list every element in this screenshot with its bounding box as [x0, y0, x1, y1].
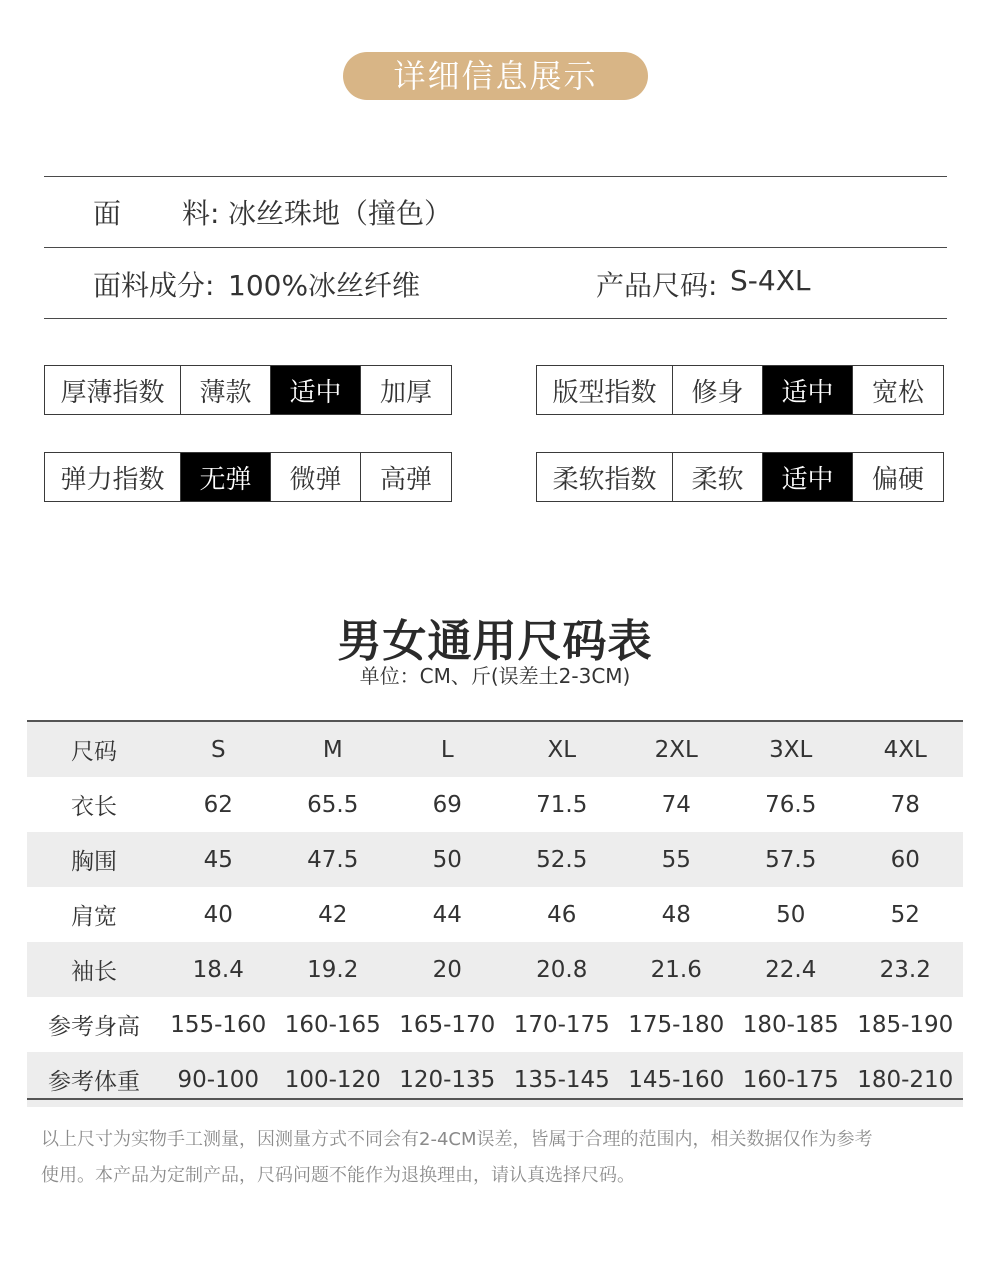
index-option: 修身 — [673, 366, 763, 414]
table-cell: 76.5 — [765, 791, 817, 818]
index-label: 弹力指数 — [45, 453, 181, 501]
table-cell: 55 — [661, 846, 691, 873]
table-cell: 18.4 — [192, 956, 244, 983]
table-cell: 42 — [318, 901, 348, 928]
table-cell: 135-145 — [513, 1066, 610, 1093]
table-cell: 45 — [203, 846, 233, 873]
index-option: 高弹 — [379, 464, 432, 495]
table-cell: 40 — [203, 901, 233, 928]
table-row — [27, 887, 963, 942]
table-cell: 52 — [890, 901, 920, 928]
table-cell: 60 — [890, 846, 920, 873]
table-cell: 145-160 — [628, 1066, 725, 1093]
index-option: 宽松 — [871, 377, 924, 408]
table-cell: 65.5 — [307, 791, 359, 818]
table-row-label: 参考身高 — [48, 1014, 140, 1040]
table-cell: 160-165 — [284, 1011, 381, 1038]
table-cell: 19.2 — [307, 956, 359, 983]
index-label: 厚薄指数 — [45, 366, 181, 414]
index-option-selected: 适中 — [763, 453, 853, 501]
table-row-label: 参考体重 — [48, 1069, 140, 1095]
divider-middle — [44, 247, 947, 248]
table-row-label: 肩宽 — [71, 904, 117, 930]
composition-label: 面料成分: — [93, 269, 215, 302]
table-header-cell: XL — [547, 736, 577, 763]
table-header-row — [27, 722, 963, 777]
table-row-label: 胸围 — [71, 849, 117, 875]
table-row — [27, 942, 963, 997]
index-elasticity — [44, 452, 452, 502]
divider-bottom — [44, 318, 947, 319]
table-cell: 62 — [203, 791, 233, 818]
table-cell: 175-180 — [628, 1011, 725, 1038]
table-header-cell: 3XL — [769, 736, 813, 763]
index-option-selected: 无弹 — [181, 453, 271, 501]
table-cell: 48 — [661, 901, 691, 928]
fabric-label-b: 料: — [182, 197, 220, 230]
table-cell: 47.5 — [307, 846, 359, 873]
table-header-cell: 尺码 — [71, 739, 117, 765]
index-fit — [536, 365, 944, 415]
table-cell: 50 — [776, 901, 806, 928]
table-cell: 50 — [432, 846, 462, 873]
table-cell: 90-100 — [177, 1066, 259, 1093]
table-cell: 78 — [890, 791, 920, 818]
table-cell: 170-175 — [513, 1011, 610, 1038]
table-cell: 44 — [432, 901, 462, 928]
section-title-badge: 详细信息展示 — [343, 52, 648, 100]
table-header-cell: L — [440, 736, 454, 763]
index-label: 版型指数 — [537, 366, 673, 414]
table-cell: 160-175 — [742, 1066, 839, 1093]
table-cell: 180-185 — [742, 1011, 839, 1038]
table-cell: 52.5 — [536, 846, 588, 873]
table-row-label: 衣长 — [71, 794, 117, 820]
index-option-selected: 适中 — [763, 366, 853, 414]
index-thickness — [44, 365, 452, 415]
index-option: 微弹 — [271, 453, 361, 501]
size-table — [27, 722, 963, 1107]
table-cell: 155-160 — [170, 1011, 267, 1038]
table-cell: 180-210 — [857, 1066, 954, 1093]
table-cell: 20 — [432, 956, 462, 983]
table-cell: 23.2 — [879, 956, 931, 983]
table-row — [27, 832, 963, 887]
table-cell: 74 — [661, 791, 691, 818]
table-cell: 46 — [547, 901, 577, 928]
table-cell: 57.5 — [765, 846, 817, 873]
table-cell: 185-190 — [857, 1011, 954, 1038]
table-row — [27, 777, 963, 832]
index-option: 薄款 — [181, 366, 271, 414]
index-label: 柔软指数 — [537, 453, 673, 501]
index-option-selected: 适中 — [271, 366, 361, 414]
table-header-cell: 4XL — [883, 736, 927, 763]
table-row — [27, 997, 963, 1052]
size-range-label: 产品尺码: — [596, 269, 718, 302]
table-header-cell: S — [210, 736, 226, 763]
table-cell: 120-135 — [399, 1066, 496, 1093]
table-row-label: 袖长 — [71, 959, 117, 985]
table-cell: 100-120 — [284, 1066, 381, 1093]
disclaimer-line-1: 以上尺寸为实物手工测量，因测量方式不同会有2-4CM误差，皆属于合理的范围内，相关数据仅作为参考 — [41, 1129, 873, 1150]
table-header-cell: M — [322, 736, 343, 763]
size-chart-unit: 单位：CM、斤(误差土2-3CM) — [359, 664, 631, 688]
fabric-value: 冰丝珠地（撞色） — [228, 197, 453, 230]
divider-top — [44, 176, 947, 177]
table-cell: 22.4 — [765, 956, 817, 983]
disclaimer-note — [41, 1122, 961, 1194]
table-bottom-rule — [27, 1098, 963, 1100]
table-cell: 20.8 — [536, 956, 588, 983]
size-chart-title: 男女通用尺码表 — [337, 616, 653, 667]
disclaimer-line-2: 使用。本产品为定制产品，尺码问题不能作为退换理由，请认真选择尺码。 — [41, 1165, 635, 1186]
fabric-label-a: 面 — [93, 197, 122, 230]
index-option: 偏硬 — [871, 464, 924, 495]
size-range-value: S-4XL — [730, 264, 811, 297]
index-softness — [536, 452, 944, 502]
table-cell: 71.5 — [536, 791, 588, 818]
composition-value: 100%冰丝纤维 — [228, 269, 421, 302]
table-cell: 69 — [432, 791, 462, 818]
index-option: 加厚 — [379, 377, 432, 408]
index-option: 柔软 — [673, 453, 763, 501]
table-cell: 165-170 — [399, 1011, 496, 1038]
table-cell: 21.6 — [650, 956, 702, 983]
table-header-cell: 2XL — [654, 736, 698, 763]
